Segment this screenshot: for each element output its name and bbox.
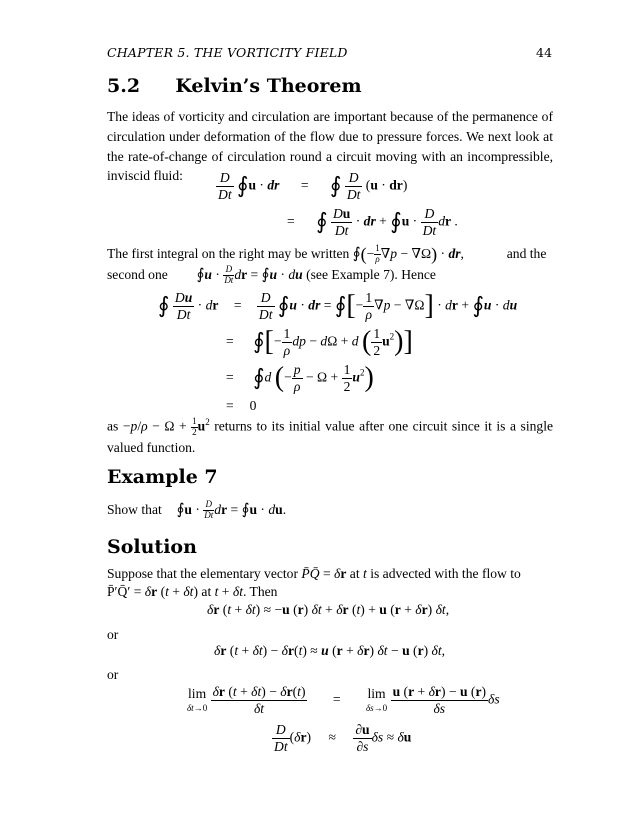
equation-difference: δr (t + δt) − δr(t) ≈ u (r + δr) δt − u (r) δt, <box>214 643 446 658</box>
equation-block-line3: = ∮d (− $\frac{p}{\rho}$ − Ω + $\frac{1}{2}$ $u^2$) <box>226 362 374 394</box>
text-returns: returns to its initial value after one circuit since it is a single valued function. <box>107 418 553 455</box>
paragraph-first-integral: The first integral on the right may be written ∮(− $\frac{1}{\rho}$ ∇p − ∇Ω) · dr, and the <box>107 243 547 265</box>
paragraph-single-valued: as −p/ρ − Ω + $\frac{1}{2}$ $u^2$ returns to its initial value after one circuit since it is a single valued function. <box>107 416 553 455</box>
text-or-1: or <box>107 627 119 642</box>
section-number: 5.2 <box>107 75 141 97</box>
text-see-example: (see Example 7). Hence <box>306 267 436 282</box>
text-then: . Then <box>242 584 278 599</box>
text-show-that: Show that <box>107 502 162 517</box>
running-header: CHAPTER 5. THE VORTICITY FIELD <box>107 45 348 60</box>
equation-result: $\frac{D}{Dt}$ (δr) ≈ $\frac{\partial u}{\partial s}$ δs ≈ δu <box>274 722 412 754</box>
text-advected: is advected with the flow to <box>370 566 521 581</box>
text-and-the: and the <box>506 246 547 261</box>
paragraph-second-integral: second one ∮u · $\frac{D}{Dt}$ dr = ∮u · du (see Example 7). Hence <box>107 264 436 286</box>
equation-advection: δr (t + δt) ≈ −u (r) δt + δr (t) + u (r + δr) δt, <box>207 602 450 617</box>
equation-block-line1: ∮ $\frac{Du}{Dt}$ · dr = $\frac{D}{Dt}$ ∮u · dr = ∮[− $\frac{1}{\rho}$ ∇p − ∇Ω] · dr + ∮u · du <box>158 290 518 322</box>
example-heading: Example 7 <box>107 466 218 488</box>
section-title: Kelvin’s Theorem <box>175 75 362 97</box>
text-at: at <box>349 566 360 581</box>
text-second-one: second one <box>107 267 168 282</box>
solution-heading: Solution <box>107 536 197 558</box>
section-heading <box>107 75 362 97</box>
text-first-integral: The first integral on the right may be written <box>107 246 350 261</box>
equation-kelvin-line2: = ∮ $\frac{Du}{Dt}$ · dr + ∮u · $\frac{D}{Dt}$ dr . <box>287 206 458 238</box>
solution-paragraph-line2: P̄′Q̄′ = δr (t + δt) at t + δt. Then <box>107 584 278 599</box>
equation-block-line4: = 0 <box>226 398 257 413</box>
text-or-2: or <box>107 667 119 682</box>
equation-block-line2: = ∮[− $\frac{1}{\rho}$ dp − dΩ + d ( $\frac{1}{2}$ $u^2$)] <box>226 326 413 358</box>
example-statement: Show that ∮u · $\frac{D}{Dt}$ dr = ∮u · du. <box>107 499 287 521</box>
solution-paragraph-line1: Suppose that the elementary vector P̄Q̄ = δr at t is advected with the flow to <box>107 566 521 581</box>
equation-kelvin-line1: $\frac{D}{Dt}$ ∮u · dr = ∮ $\frac{D}{Dt}$ (u · dr) <box>218 170 408 202</box>
text-at-2: at <box>201 584 212 599</box>
page-number: 44 <box>536 45 553 60</box>
intro-paragraph: The ideas of vorticity and circulation are important because of the permanence of circulation under deformation of the flow due to pressure forces. We next look at the rate-of-change of circulation round a circuit moving with an incompressible, inviscid fluid: <box>107 109 553 184</box>
text-suppose: Suppose that the elementary vector <box>107 566 299 581</box>
equation-limit: lim δt→0 $\frac{\delta r (t + \delta t) - \delta r(t)}{\delta t}$ = lim δs→0 $\frac{u (r + \delta r) - u (r)}{\delta s}$ δs <box>187 684 500 716</box>
